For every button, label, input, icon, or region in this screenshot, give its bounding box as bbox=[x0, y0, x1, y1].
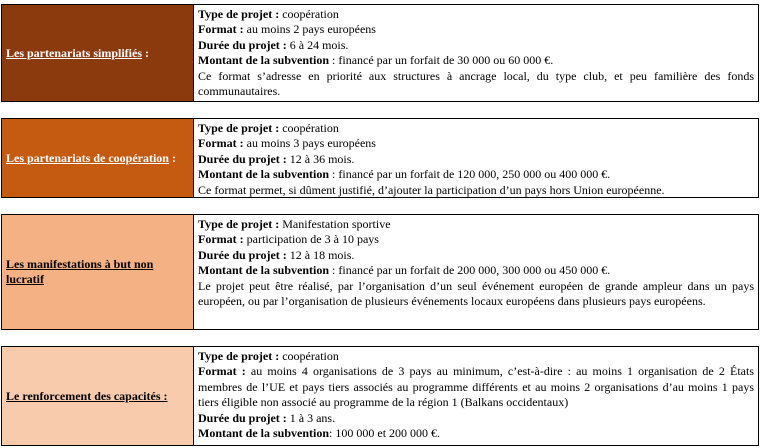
program-block-non-profit-events bbox=[1, 214, 759, 330]
program-block-cooperation-partnerships bbox=[1, 118, 759, 198]
block-note: Ce format permet, si dûment justifié, d’ajouter la participation d’un pays hors Union européenne. bbox=[198, 182, 665, 197]
block-label-cell: Les partenariats simplifiés : bbox=[2, 5, 194, 101]
block-note: Le projet peut être réalisé, par l’organisation d’un seul événement européen de grande ampleur dans un pays européen, ou par l’organisation de plusieurs événements locaux européens dans plusieurs pays européens. bbox=[198, 278, 754, 309]
program-block-simplified-partnerships bbox=[1, 4, 759, 102]
block-title: Les partenariats de coopération bbox=[6, 150, 169, 165]
format-line: Format : au moins 4 organisations de 3 pays au minimum, c’est-à-dire : au moins 1 organisation de 2 États membres de l’UE et pays tiers associés au programme différents et au moins 2 organisations d’au moins 1 pays tiers éligible non associé au programme de la région 1 (Balkans occidentaux) bbox=[198, 364, 754, 410]
duration-line: Durée du projet : 1 à 3 ans. bbox=[198, 410, 336, 425]
block-description-cell bbox=[194, 215, 758, 329]
format-line: Format : au moins 3 pays européens bbox=[198, 136, 376, 151]
duration-line: Durée du projet : 6 à 24 mois. bbox=[198, 37, 349, 52]
block-title: Le renforcement des capacités : bbox=[6, 388, 168, 403]
project-type-line: Type de projet : coopération bbox=[198, 121, 339, 135]
duration-line: Durée du projet : 12 à 36 mois. bbox=[198, 151, 355, 166]
format-line: Format : au moins 2 pays européens bbox=[198, 22, 376, 37]
block-label-cell: Les partenariats de coopération : bbox=[2, 119, 194, 197]
block-title: Les manifestations à but non lucratif bbox=[6, 257, 154, 286]
grant-amount-line: Montant de la subvention: 100 000 et 200 000 €. bbox=[198, 426, 441, 441]
block-label-cell bbox=[2, 215, 194, 329]
grant-amount-line: Montant de la subvention : financé par un forfait de 200 000, 300 000 ou 450 000 €. bbox=[198, 263, 611, 278]
grant-amount-line: Montant de la subvention : financé par un forfait de 120 000, 250 000 ou 400 000 €. bbox=[198, 167, 611, 182]
duration-line: Durée du projet : 12 à 18 mois. bbox=[198, 247, 355, 262]
project-type-line: Type de projet : Manifestation sportive bbox=[198, 217, 391, 231]
block-description-cell bbox=[194, 347, 758, 445]
project-type-line: Type de projet : coopération bbox=[198, 7, 339, 21]
format-line: Format : participation de 3 à 10 pays bbox=[198, 232, 379, 247]
project-type-line: Type de projet : coopération bbox=[198, 349, 339, 363]
block-description-cell bbox=[194, 5, 758, 101]
block-label-cell bbox=[2, 347, 194, 445]
program-block-capacity-building bbox=[1, 346, 759, 446]
block-description-cell bbox=[194, 119, 758, 197]
block-note: Ce format s’adresse en priorité aux structures à ancrage local, du type club, et peu familière des fonds communautaires. bbox=[198, 68, 754, 99]
block-title: Les partenariats simplifiés bbox=[6, 45, 142, 60]
grant-amount-line: Montant de la subvention : financé par un forfait de 30 000 ou 60 000 €. bbox=[198, 53, 554, 68]
